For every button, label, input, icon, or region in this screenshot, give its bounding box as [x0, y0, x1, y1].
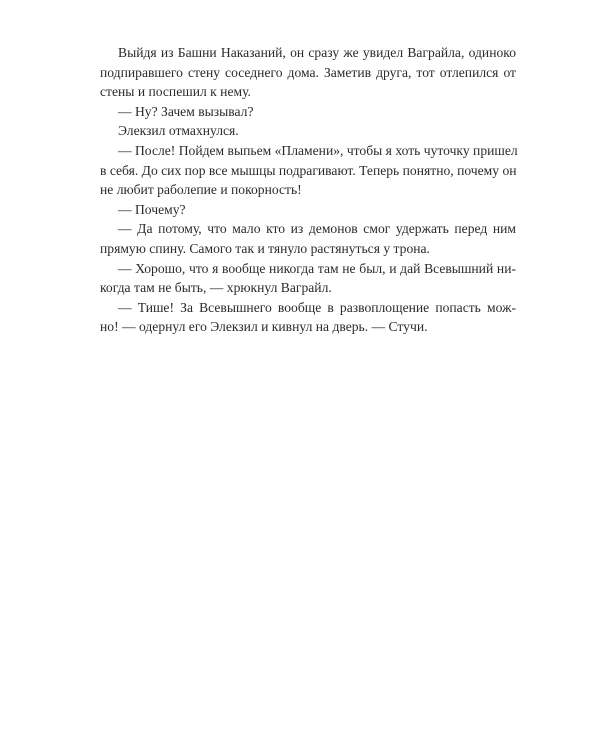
- text-line: Выйдя из Башни Наказаний, он сразу же увидел Ваграйла, одиноко: [118, 45, 516, 60]
- text-line: — Да потому, что мало кто из демонов смог удержать перед ним: [118, 221, 516, 237]
- text-line: в себя. До сих пор все мышцы подрагивают. Теперь понятно, почему он: [100, 162, 517, 178]
- text-line: — Тише! За Всевышнего вообще в развоплощение попасть мож-: [118, 299, 516, 315]
- text-line: стены и поспешил к нему.: [100, 84, 251, 100]
- text-line: но! — одернул его Элекзил и кивнул на дверь. — Стучи.: [100, 319, 428, 335]
- text-line: — Хорошо, что я вообще никогда там не был, и дай Всевышний ни-: [118, 260, 516, 276]
- text-line: Элекзил отмахнулся.: [118, 123, 239, 139]
- text-line: — Ну? Зачем вызывал?: [118, 103, 254, 119]
- text-line: — После! Пойдем выпьем «Пламени», чтобы я хоть чуточку пришел: [118, 142, 518, 158]
- text-line: прямую спину. Самого так и тянуло растянуться у трона.: [100, 240, 430, 256]
- body-text: [100, 43, 516, 337]
- text-line: когда там не быть, — хрюкнул Ваграйл.: [100, 280, 332, 296]
- text-line: — Почему?: [118, 201, 186, 217]
- text-line: не любит раболепие и покорность!: [100, 182, 302, 198]
- text-line: подпиравшего стену соседнего дома. Заметив друга, тот отлепился от: [100, 64, 516, 80]
